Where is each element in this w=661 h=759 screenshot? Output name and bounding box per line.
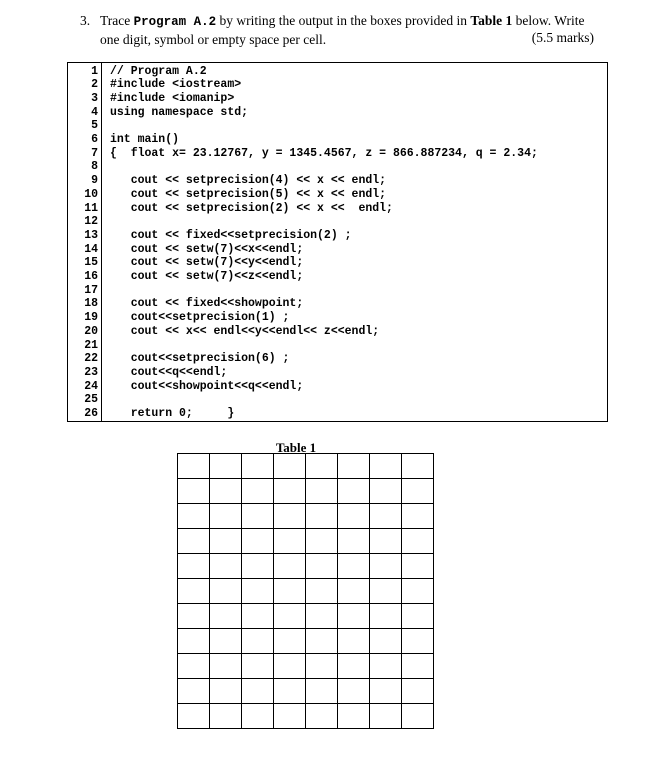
line-number: 16 [84,270,98,283]
answer-cell[interactable] [274,579,306,604]
answer-cell[interactable] [402,529,434,554]
answer-cell[interactable] [306,504,338,529]
code-line [68,229,607,243]
code-text: { float x= 23.12767, y = 1345.4567, z = 866.887234, q = 2.34; [110,146,538,160]
code-line [68,147,607,161]
code-line [68,339,607,353]
answer-cell[interactable] [242,629,274,654]
answer-cell[interactable] [402,704,434,729]
answer-cell[interactable] [306,604,338,629]
grid-row [178,504,434,529]
answer-cell[interactable] [242,579,274,604]
answer-cell[interactable] [210,704,242,729]
code-line [68,407,607,421]
code-line [68,215,607,229]
answer-cell[interactable] [274,554,306,579]
answer-cell[interactable] [370,654,402,679]
answer-cell[interactable] [242,704,274,729]
code-line [68,106,607,120]
answer-cell[interactable] [274,679,306,704]
answer-cell[interactable] [242,554,274,579]
code-line [68,380,607,394]
answer-cell[interactable] [210,504,242,529]
code-line [68,65,607,79]
code-text: // Program A.2 [110,64,207,78]
answer-cell[interactable] [338,629,370,654]
grid-row [178,454,434,479]
answer-cell[interactable] [210,629,242,654]
line-number: 11 [84,201,98,215]
grid-row [178,529,434,554]
answer-cell[interactable] [338,504,370,529]
answer-cell[interactable] [338,654,370,679]
answer-cell[interactable] [242,679,274,704]
line-number: 21 [84,338,98,352]
line-number: 1 [91,64,98,78]
code-line [68,256,607,270]
line-number: 26 [84,407,98,420]
question-body [100,12,600,48]
question-line2: one digit, symbol or empty space per cell. [100,32,327,47]
answer-cell[interactable] [210,579,242,604]
line-number: 23 [84,365,98,379]
answer-cell[interactable] [306,554,338,579]
answer-cell[interactable] [370,629,402,654]
grid-row [178,554,434,579]
answer-cell[interactable] [370,554,402,579]
question-tail: below. Write [515,13,585,28]
line-number: 13 [84,228,98,242]
code-text: cout << setprecision(4) << x << endl; [110,174,387,188]
code-text: return 0; } [110,407,235,420]
code-text: cout << setw(7)<<x<<endl; [110,242,304,256]
answer-cell[interactable] [338,529,370,554]
code-line [68,160,607,174]
code-line [68,174,607,188]
line-number: 6 [91,133,98,146]
answer-cell[interactable] [274,629,306,654]
answer-cell[interactable] [306,579,338,604]
code-line [68,393,607,407]
answer-cell[interactable] [178,504,210,529]
code-line [68,311,607,325]
answer-cell[interactable] [274,479,306,504]
answer-cell[interactable] [402,629,434,654]
line-number: 20 [84,324,98,338]
answer-cell[interactable] [178,454,210,479]
answer-cell[interactable] [242,454,274,479]
code-line [68,202,607,216]
code-text: cout << setprecision(5) << x << endl; [110,187,387,201]
code-line [68,297,607,311]
code-text: cout << fixed<<setprecision(2) ; [110,228,352,242]
answer-cell[interactable] [402,554,434,579]
code-line [68,243,607,257]
code-text: cout << fixed<<showpoint; [110,297,304,311]
question-text [80,12,600,48]
grid-row [178,629,434,654]
answer-cell[interactable] [338,479,370,504]
line-number: 12 [84,215,98,229]
answer-cell[interactable] [242,654,274,679]
answer-cell[interactable] [402,504,434,529]
code-text: using namespace std; [110,105,249,119]
code-line [68,270,607,284]
line-number: 8 [91,160,98,174]
answer-cell[interactable] [306,454,338,479]
answer-cell[interactable] [402,479,434,504]
answer-cell[interactable] [210,454,242,479]
grid-row [178,479,434,504]
line-number: 10 [84,187,98,201]
code-text: int main() [110,133,180,146]
code-text: cout<<showpoint<<q<<endl; [110,379,304,393]
code-text: cout << setprecision(2) << x << endl; [110,201,393,215]
code-line [68,92,607,106]
table-reference: Table 1 [470,13,513,28]
line-number: 5 [91,119,98,133]
answer-cell[interactable] [274,654,306,679]
question-number: 3. [80,13,91,28]
program-name: Program A.2 [133,15,217,29]
code-text: cout<<setprecision(1) ; [110,311,290,325]
answer-cell[interactable] [178,654,210,679]
code-line [68,325,607,339]
grid-row [178,704,434,729]
answer-cell[interactable] [210,654,242,679]
answer-cell[interactable] [178,604,210,629]
answer-cell[interactable] [242,604,274,629]
answer-cell[interactable] [402,604,434,629]
answer-cell[interactable] [370,479,402,504]
answer-cell[interactable] [402,454,434,479]
answer-cell[interactable] [274,454,306,479]
answer-cell[interactable] [370,529,402,554]
answer-cell[interactable] [178,554,210,579]
line-number: 22 [84,352,98,366]
question-mid: by writing the output in the boxes provided in [219,13,467,28]
code-line [68,352,607,366]
code-listing [67,62,608,422]
answer-cell[interactable] [306,479,338,504]
answer-grid [177,453,434,729]
answer-cell[interactable] [338,579,370,604]
code-line [68,78,607,92]
answer-cell[interactable] [338,604,370,629]
line-number: 4 [91,105,98,119]
answer-cell[interactable] [178,629,210,654]
answer-cell[interactable] [242,479,274,504]
answer-cell[interactable] [210,554,242,579]
answer-cell[interactable] [370,704,402,729]
table-caption: Table 1 [275,440,317,455]
answer-cell[interactable] [178,579,210,604]
code-text: cout << setw(7)<<z<<endl; [110,270,304,283]
marks-label: (5.5 marks) [531,30,594,45]
answer-cell[interactable] [402,654,434,679]
answer-cell[interactable] [306,654,338,679]
code-line [68,119,607,133]
answer-cell[interactable] [178,529,210,554]
answer-cell[interactable] [274,704,306,729]
code-line [68,284,607,298]
grid-row [178,604,434,629]
answer-cell[interactable] [178,704,210,729]
line-number: 24 [84,379,98,393]
answer-cell[interactable] [210,679,242,704]
answer-cell[interactable] [178,479,210,504]
line-number: 3 [91,91,98,105]
answer-cell[interactable] [370,454,402,479]
answer-cell[interactable] [274,504,306,529]
code-text: #include <iostream> [110,78,242,92]
grid-row [178,579,434,604]
answer-cell[interactable] [210,479,242,504]
answer-cell[interactable] [274,529,306,554]
code-line [68,366,607,380]
answer-cell[interactable] [338,454,370,479]
answer-cell[interactable] [242,529,274,554]
code-text: #include <iomanip> [110,91,235,105]
question-lead: Trace [100,13,131,28]
code-line [68,133,607,147]
answer-cell[interactable] [370,604,402,629]
grid-row [178,679,434,704]
answer-cell[interactable] [306,529,338,554]
line-number: 9 [91,174,98,188]
answer-cell[interactable] [242,504,274,529]
line-number: 14 [84,242,98,256]
code-line [68,188,607,202]
answer-cell[interactable] [306,629,338,654]
answer-cell[interactable] [402,579,434,604]
answer-cell[interactable] [370,579,402,604]
answer-cell[interactable] [338,554,370,579]
code-text: cout<<setprecision(6) ; [110,352,290,366]
line-number: 17 [84,283,98,297]
answer-cell[interactable] [306,704,338,729]
answer-cell[interactable] [402,679,434,704]
line-number: 2 [91,78,98,92]
answer-cell[interactable] [306,679,338,704]
line-number: 7 [91,146,98,160]
grid-row [178,654,434,679]
answer-cell[interactable] [178,679,210,704]
line-number: 15 [84,256,98,270]
code-text: cout << x<< endl<<y<<endl<< z<<endl; [110,324,380,338]
answer-cell[interactable] [338,679,370,704]
line-number: 18 [84,297,98,311]
answer-cell[interactable] [370,679,402,704]
line-number: 19 [84,311,98,325]
answer-cell[interactable] [210,529,242,554]
answer-cell[interactable] [210,604,242,629]
answer-cell[interactable] [274,604,306,629]
answer-cell[interactable] [370,504,402,529]
code-text: cout<<q<<endl; [110,365,228,379]
code-text: cout << setw(7)<<y<<endl; [110,256,304,270]
answer-cell[interactable] [338,704,370,729]
line-number: 25 [84,393,98,407]
